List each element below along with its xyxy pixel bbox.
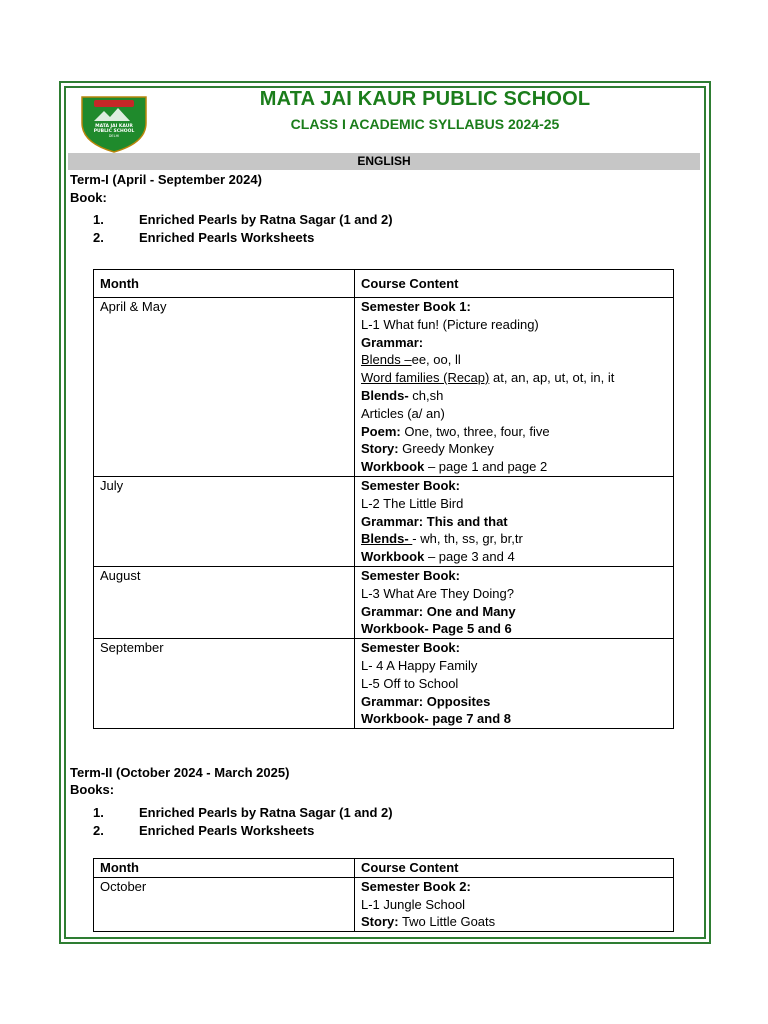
content-text: - wh, th, ss, gr, br,tr <box>412 531 523 547</box>
content-text: – page 3 and 4 <box>424 549 515 565</box>
book-number: 1. <box>93 805 104 820</box>
content-line: Semester Book: <box>361 640 460 656</box>
term1-syllabus-table <box>93 269 674 729</box>
term2-books-label: Books: <box>70 782 115 797</box>
term1-books-label: Book: <box>70 190 107 205</box>
underlined-term: Word families (Recap) <box>361 370 490 386</box>
bold-term: Blends- <box>361 387 409 403</box>
content-text: – page 1 and page 2 <box>424 459 548 475</box>
bold-term: Story: <box>361 914 399 930</box>
column-header-month: Month <box>94 270 355 298</box>
content-line <box>361 423 667 441</box>
svg-text:PUBLIC SCHOOL: PUBLIC SCHOOL <box>93 129 135 134</box>
content-line <box>361 530 667 548</box>
course-content-cell <box>355 566 674 638</box>
svg-text:DELHI: DELHI <box>108 134 120 138</box>
content-line: Semester Book 1: <box>361 299 471 314</box>
content-line: Grammar: Opposites <box>361 693 491 709</box>
content-line: Grammar: One and Many <box>361 603 516 619</box>
month-cell: July <box>94 476 355 566</box>
table-header-row <box>94 270 674 298</box>
course-content-cell <box>355 298 674 477</box>
underlined-term: Blends – <box>361 352 412 368</box>
term1-title: Term-I (April - September 2024) <box>70 172 262 187</box>
content-text: One, two, three, four, five <box>400 423 550 439</box>
course-content-cell <box>355 877 674 931</box>
month-cell: April & May <box>94 298 355 477</box>
term2-title: Term-II (October 2024 - March 2025) <box>70 765 290 780</box>
book-number: 1. <box>93 212 104 227</box>
course-content-cell <box>355 639 674 729</box>
svg-text:MATA JAI KAUR: MATA JAI KAUR <box>95 124 133 129</box>
book-title: Enriched Pearls Worksheets <box>139 230 315 245</box>
content-line <box>361 387 667 405</box>
table-row <box>94 298 674 477</box>
content-text: at, an, ap, ut, ot, in, it <box>489 370 615 386</box>
bold-term: Poem: <box>361 423 401 439</box>
content-text: Two Little Goats <box>398 914 496 930</box>
table-row <box>94 566 674 638</box>
content-line: L-2 The Little Bird <box>361 495 464 511</box>
content-line: Semester Book: <box>361 477 460 493</box>
syllabus-title: CLASS I ACADEMIC SYLLABUS 2024-25 <box>290 116 560 132</box>
content-line: Grammar: This and that <box>361 513 508 529</box>
content-line: Articles (a/ an) <box>361 405 445 421</box>
book-number: 2. <box>93 230 104 245</box>
content-line: L- 4 A Happy Family <box>361 657 478 673</box>
content-line <box>361 369 667 387</box>
content-line: L-3 What Are They Doing? <box>361 585 514 601</box>
underlined-term: Blends- <box>361 531 413 547</box>
book-title: Enriched Pearls Worksheets <box>139 823 315 838</box>
content-text: ee, oo, ll <box>411 352 461 368</box>
content-line <box>361 351 667 369</box>
book-number: 2. <box>93 823 104 838</box>
bold-term: Workbook <box>361 549 425 565</box>
column-header-month: Month <box>94 859 355 878</box>
bold-term: Workbook <box>361 459 425 475</box>
book-title: Enriched Pearls by Ratna Sagar (1 and 2) <box>139 805 393 820</box>
content-line <box>361 913 667 931</box>
content-line: Workbook- Page 5 and 6 <box>361 621 512 637</box>
month-cell: August <box>94 566 355 638</box>
bold-term: Story: <box>361 441 399 457</box>
column-header-course-content: Course Content <box>355 859 674 878</box>
content-line: Semester Book 2: <box>361 878 471 894</box>
content-line <box>361 458 667 476</box>
content-text: Greedy Monkey <box>398 441 494 457</box>
table-row <box>94 639 674 729</box>
table-header-row <box>94 859 674 878</box>
content-line <box>361 440 667 458</box>
column-header-course-content: Course Content <box>355 270 674 298</box>
subject-heading: ENGLISH <box>68 153 700 170</box>
school-name: MATA JAI KAUR PUBLIC SCHOOL <box>259 88 591 110</box>
table-row <box>94 877 674 931</box>
month-cell: September <box>94 639 355 729</box>
content-line <box>361 548 667 566</box>
content-line: L-1 Jungle School <box>361 896 466 912</box>
content-line: L-5 Off to School <box>361 675 459 691</box>
content-line: Workbook- page 7 and 8 <box>361 711 512 727</box>
book-title: Enriched Pearls by Ratna Sagar (1 and 2) <box>139 212 393 227</box>
table-row <box>94 476 674 566</box>
month-cell: October <box>94 877 355 931</box>
content-line: Semester Book: <box>361 567 460 583</box>
content-text: ch,sh <box>408 387 444 403</box>
course-content-cell <box>355 476 674 566</box>
content-line: Grammar: <box>361 334 424 350</box>
content-line: L-1 What fun! (Picture reading) <box>361 316 539 332</box>
school-crest-logo <box>80 95 148 153</box>
term2-syllabus-table <box>93 858 674 932</box>
